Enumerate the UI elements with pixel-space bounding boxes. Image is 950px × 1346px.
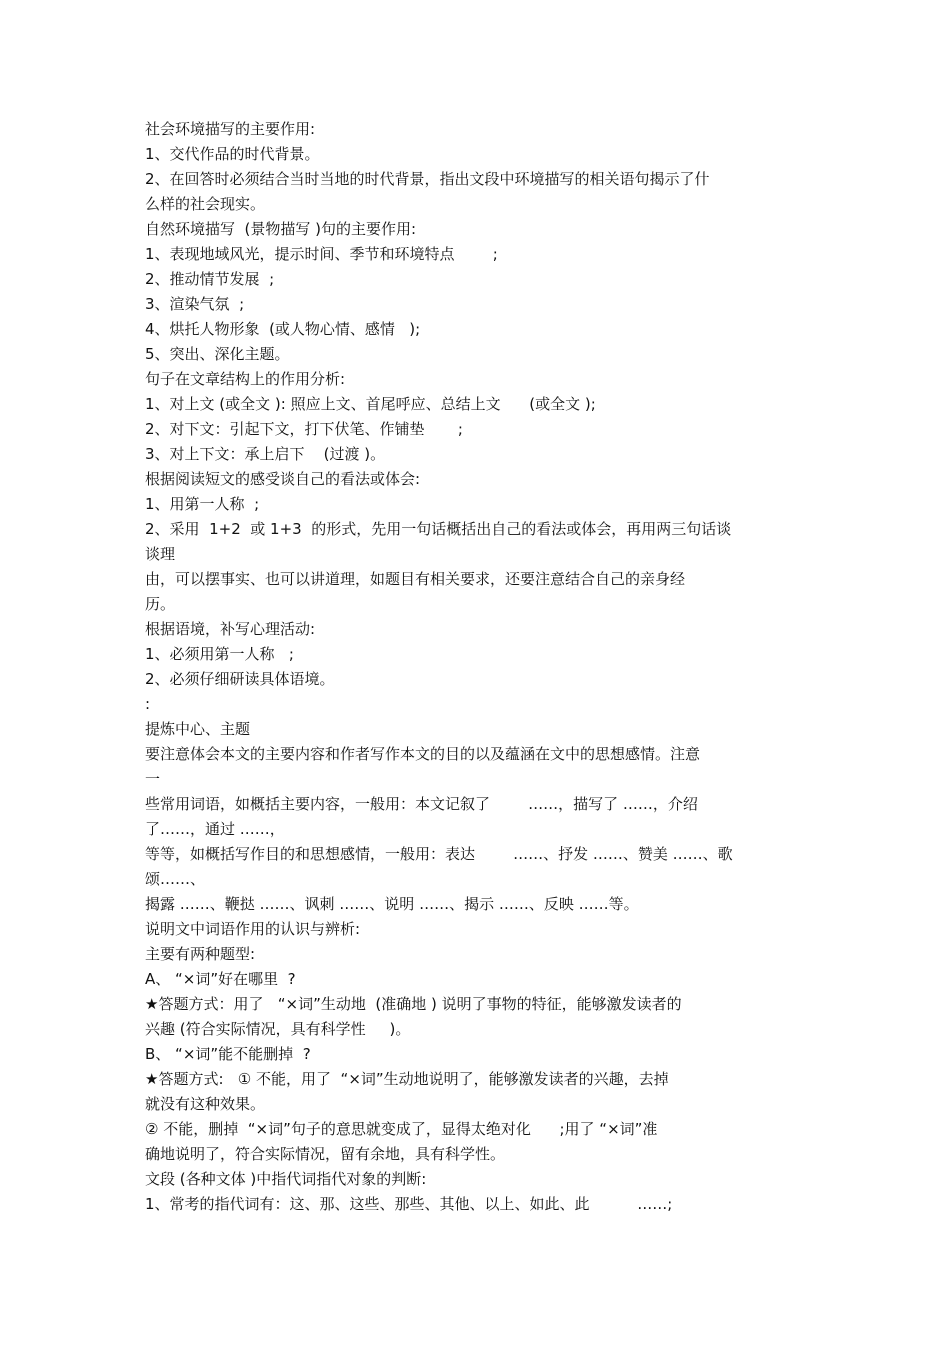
text-line: 要注意体会本文的主要内容和作者写作本文的目的以及蕴涵在文中的思想感情。注意 <box>145 745 701 763</box>
text-line: 兴趣 (符合实际情况，具有科学性 )。 <box>145 1020 411 1038</box>
text-line: 历。 <box>145 595 176 613</box>
text-line: 些常用词语，如概括主要内容，一般用：本文记叙了 ……，描写了 ……，介绍 <box>145 795 698 813</box>
text-line: 2、在回答时必须结合当时当地的时代背景，指出文段中环境描写的相关语句揭示了什 <box>145 170 710 188</box>
text-line: B、 “×词”能不能删掉 ? <box>145 1045 311 1063</box>
text-line: 1、表现地域风光，提示时间、季节和环境特点 ; <box>145 245 498 263</box>
text-line: 谈理 <box>145 545 176 563</box>
text-line: 1、交代作品的时代背景。 <box>145 145 320 163</box>
text-line: 3、渲染气氛 ; <box>145 295 245 313</box>
heading-reading-opinion: 根据阅读短文的感受谈自己的看法或体会: <box>145 470 421 488</box>
text-line: 3、对上下文：承上启下 (过渡 )。 <box>145 445 386 463</box>
text-line: 一 <box>145 770 161 788</box>
text-line: ② 不能，删掉 “×词”句子的意思就变成了，显得太绝对化 ;用了 “×词”准 <box>145 1120 658 1138</box>
text-line: 由，可以摆事实、也可以讲道理，如题目有相关要求，还要注意结合自己的亲身经 <box>145 570 686 588</box>
heading-expository-words: 说明文中词语作用的认识与辨析: <box>145 920 361 938</box>
text-line: 5、突出、深化主题。 <box>145 345 290 363</box>
text-line: 了……，通过 ……， <box>145 820 285 838</box>
text-line: 4、烘托人物形象 (或人物心情、感情 ); <box>145 320 421 338</box>
text-line: 1、对上文 (或全文 ): 照应上文、首尾呼应、总结上文 (或全文 ); <box>145 395 596 413</box>
text-line: ★答题方式：用了 “×词”生动地 (准确地 ) 说明了事物的特征，能够激发读者的 <box>145 995 682 1013</box>
heading-sentence-structure: 句子在文章结构上的作用分析: <box>145 370 346 388</box>
text-line: 2、采用 1+2 或 1+3 的形式，先用一句话概括出自己的看法或体会，再用两三句话谈 <box>145 520 732 538</box>
heading-pronoun-reference: 文段 (各种文体 )中指代词指代对象的判断: <box>145 1170 427 1188</box>
text-line: A、 “×词”好在哪里 ? <box>145 970 296 988</box>
heading-social-environment: 社会环境描写的主要作用: <box>145 120 316 138</box>
text-line: 1、必须用第一人称 ; <box>145 645 294 663</box>
text-line: 主要有两种题型: <box>145 945 256 963</box>
text-line: : <box>145 695 151 713</box>
text-line: 2、推动情节发展 ; <box>145 270 275 288</box>
text-line: 2、必须仔细研读具体语境。 <box>145 670 335 688</box>
text-line: 2、对下文：引起下文，打下伏笔、作铺垫 ; <box>145 420 463 438</box>
text-line: 1、常考的指代词有：这、那、这些、那些、其他、以上、如此、此 ……; <box>145 1195 673 1213</box>
text-line: 颂……、 <box>145 870 206 888</box>
text-line: 确地说明了，符合实际情况，留有余地，具有科学性。 <box>145 1145 506 1163</box>
text-line: 揭露 ……、鞭挞 ……、讽刺 ……、说明 ……、揭示 ……、反映 ……等。 <box>145 895 639 913</box>
text-line: 么样的社会现实。 <box>145 195 266 213</box>
text-line: ★答题方式: ① 不能，用了 “×词”生动地说明了，能够激发读者的兴趣，去掉 <box>145 1070 669 1088</box>
text-line: 就没有这种效果。 <box>145 1095 266 1113</box>
heading-psychological-activity: 根据语境，补写心理活动: <box>145 620 316 638</box>
heading-natural-environment: 自然环境描写 (景物描写 )句的主要作用: <box>145 220 417 238</box>
text-line: 1、用第一人称 ; <box>145 495 260 513</box>
heading-central-theme: 提炼中心、主题 <box>145 720 251 738</box>
text-line: 等等，如概括写作目的和思想感情，一般用：表达 ……、抒发 ……、赞美 ……、歌 <box>145 845 733 863</box>
